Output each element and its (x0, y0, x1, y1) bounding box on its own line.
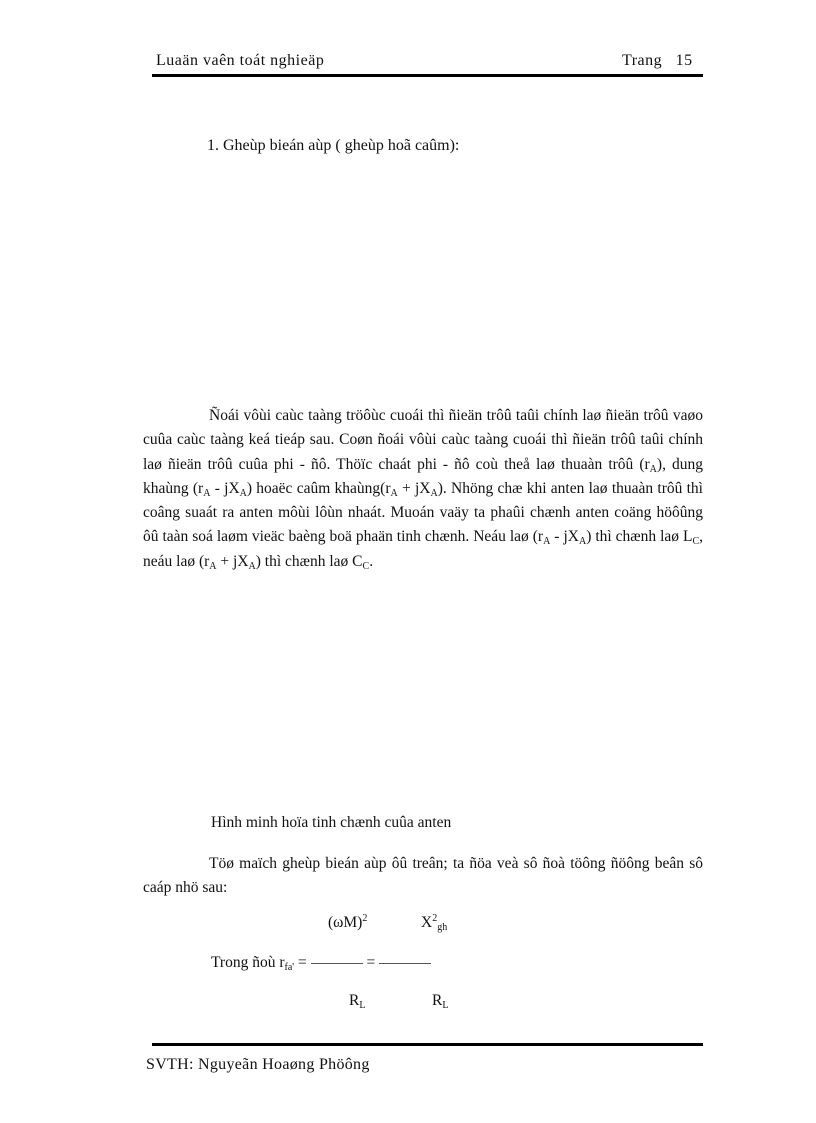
intro-paragraph: Töø maïch gheùp bieán aùp ôû treân; ta ñöa veà sô ñoà töông ñöông beân sô caáp nhö sau: (143, 855, 703, 897)
formula-numerator-2: $X^2_{gh}$ (421, 913, 448, 933)
header-rule (152, 74, 703, 77)
footer-author: SVTH: Nguyeãn Hoaøng Phöông (146, 1056, 370, 1073)
header-title: Luaän vaên toát nghieäp (156, 52, 325, 69)
fraction-bar-1 (311, 963, 363, 964)
formula-denominator-2: $R_L$ (432, 992, 449, 1011)
formula-line: Trong ñoù $r_{fa'}$ = = (211, 954, 431, 972)
page-number: Trang 15 (622, 52, 693, 69)
fraction-bar-2 (379, 963, 431, 964)
body-paragraph: Ñoái vôùi caùc taàng tröôùc cuoái thì ñieän trôû taûi chính laø ñieän trôû vaøo cuûa caùc taàng keá tieáp sau. Coøn ñoái vôùi caùc taàng cuoái thì ñieän trôû taûi chính laø ñieän trôû cuûa phi - ñô. Thöïc chaát phi - ñô coù theå laø thuaàn trôû $(r_A)$, dung khaùng $(r_A - jX_A)$ hoaëc caûm $khaùng(r_A + jX_A)$. Nhöng chæ khi anten laø thuaàn trôû thì coâng suaát ra anten môùi lôùn nhaát. Muoán vaäy ta phaûi chænh anten coäng höôûng ôû taàn soá laøm vieäc baèng boä phaän tinh chænh. Neáu laø $(r_A - jX_A)$ thì chænh laø $L_C$, neáu laø $(r_A + jX_A)$ thì chænh laø $C_C$. (143, 407, 704, 572)
formula-numerator-1: $(\omega M)^2$ (328, 913, 368, 931)
footer-rule (152, 1043, 703, 1046)
section-heading: 1. Gheùp bieán aùp ( gheùp hoã caûm): (207, 137, 460, 154)
figure-caption: Hình minh hoïa tinh chænh cuûa anten (211, 814, 452, 831)
formula-denominator-1: $R_L$ (349, 992, 366, 1011)
